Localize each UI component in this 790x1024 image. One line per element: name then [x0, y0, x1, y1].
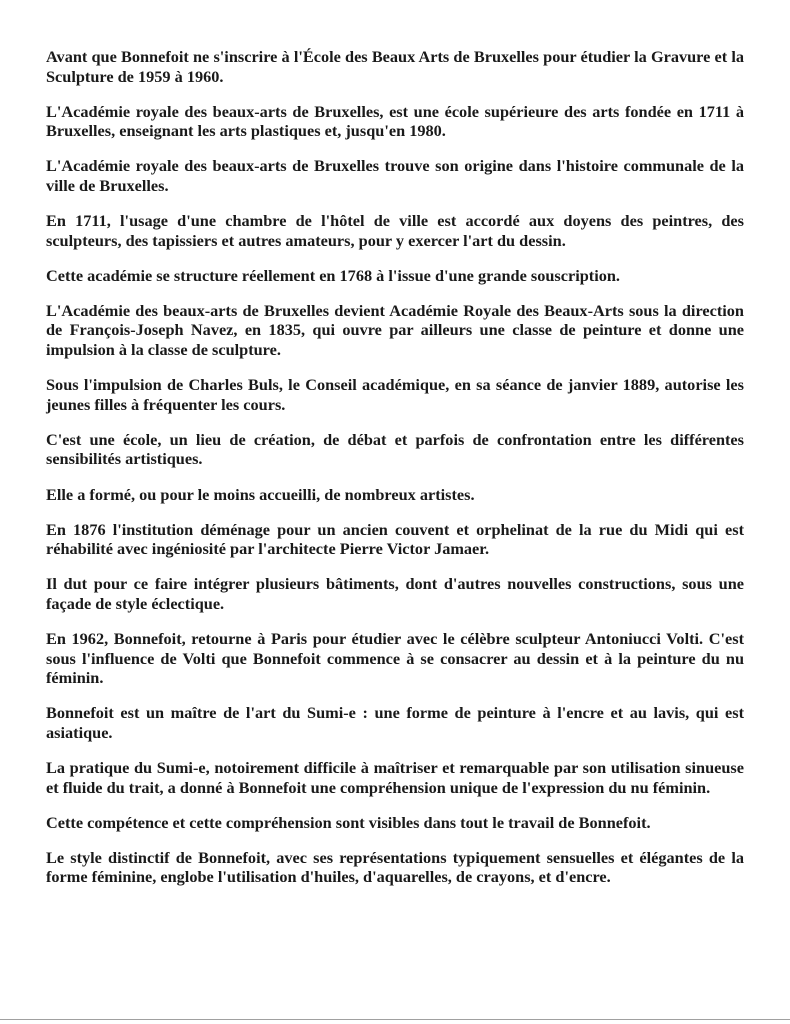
document-body [46, 47, 744, 902]
paragraph-14: La pratique du Sumi-e, notoirement difficile à maîtriser et remarquable par son utilisation sinueuse et fluide du trait, a donné à Bonnefoit une compréhension unique de l'expression du nu féminin. [46, 757, 744, 797]
paragraph-5: Cette académie se structure réellement en 1768 à l'issue d'une grande souscription. [46, 265, 620, 285]
paragraph-13: Bonnefoit est un maître de l'art du Sumi-e : une forme de peinture à l'encre et au lavis, qui est asiatique. [46, 703, 744, 742]
paragraph-9: Elle a formé, ou pour le moins accueilli, de nombreux artistes. [46, 484, 475, 504]
paragraph-1: Avant que Bonnefoit ne s'inscrire à l'École des Beaux Arts de Bruxelles pour étudier la Gravure et la Sculpture de 1959 à 1960. [46, 47, 744, 86]
paragraph-8: C'est une école, un lieu de création, de débat et parfois de confrontation entre les différentes sensibilités artistiques. [46, 429, 744, 469]
paragraph-11: Il dut pour ce faire intégrer plusieurs bâtiments, dont d'autres nouvelles constructions, sous une façade de style éclectique. [46, 574, 744, 613]
paragraph-16: Le style distinctif de Bonnefoit, avec ses représentations typiquement sensuelles et élégantes de la forme féminine, englobe l'utilisation d'huiles, d'aquarelles, de crayons, et d'encre. [46, 847, 744, 887]
page-bottom-rule [0, 1019, 790, 1020]
paragraph-7: Sous l'impulsion de Charles Buls, le Conseil académique, en sa séance de janvier 1889, autorise les jeunes filles à fréquenter les cours. [46, 375, 744, 414]
paragraph-15: Cette compétence et cette compréhension sont visibles dans tout le travail de Bonnefoit. [46, 812, 651, 832]
paragraph-10: En 1876 l'institution déménage pour un ancien couvent et orphelinat de la rue du Midi qui est réhabilité avec ingéniosité par l'architecte Pierre Victor Jamaer. [46, 519, 744, 559]
paragraph-4: En 1711, l'usage d'une chambre de l'hôtel de ville est accordé aux doyens des peintres, des sculpteurs, des tapissiers et autres amateurs, pour y exercer l'art du dessin. [46, 211, 744, 250]
paragraph-6: L'Académie des beaux-arts de Bruxelles devient Académie Royale des Beaux-Arts sous la direction de François-Joseph Navez, en 1835, qui ouvre par ailleurs une classe de peinture et donne une impulsion à la classe de sculpture. [46, 300, 744, 360]
paragraph-12: En 1962, Bonnefoit, retourne à Paris pour étudier avec le célèbre sculpteur Antoniucci Volti. C'est sous l'influence de Volti que Bonnefoit commence à se consacrer au dessin et à la peinture du nu féminin. [46, 628, 744, 688]
paragraph-3: L'Académie royale des beaux-arts de Bruxelles trouve son origine dans l'histoire communale de la ville de Bruxelles. [46, 156, 744, 195]
paragraph-2: L'Académie royale des beaux-arts de Bruxelles, est une école supérieure des arts fondée en 1711 à Bruxelles, enseignant les arts plastiques et, jusqu'en 1980. [46, 101, 744, 141]
